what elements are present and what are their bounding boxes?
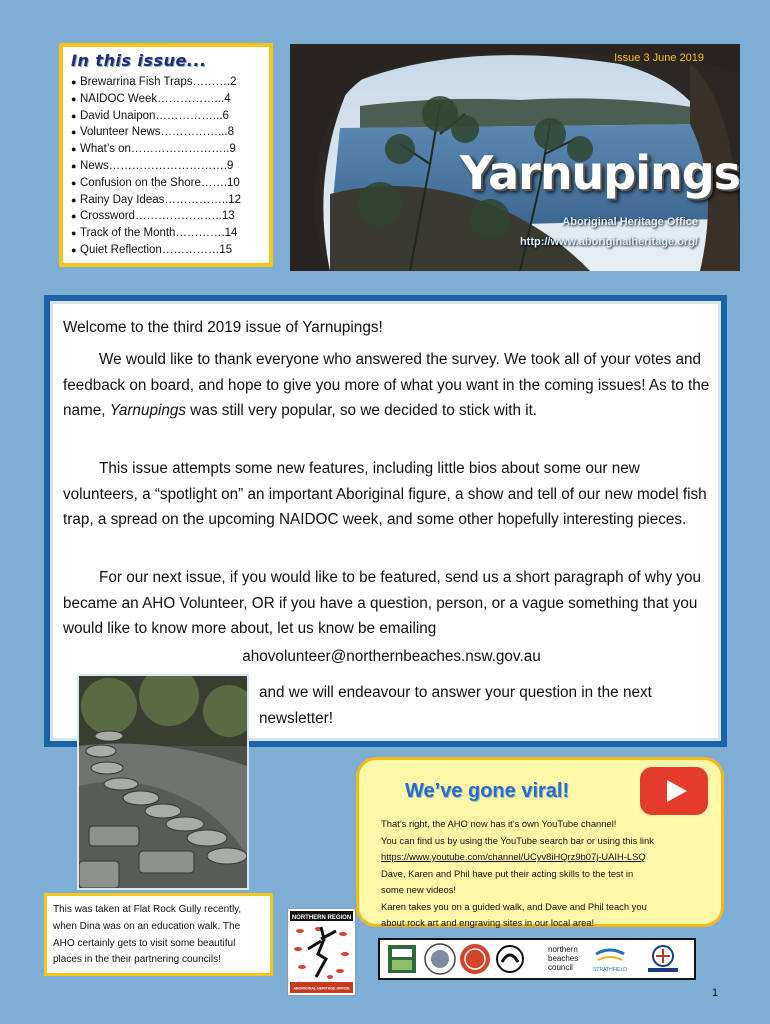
contents-box: [59, 43, 273, 267]
closing-paragraph: and we will endeavour to answer your question in the next newsletter!: [259, 684, 652, 727]
photo-caption: This was taken at Flat Rock Gully recently, when Dina was on an education walk. The AHO certainly gets to visit some beautiful places in the their partnering councils!: [44, 893, 273, 976]
flat-rock-gully-photo: [77, 674, 249, 890]
contents-item[interactable]: ● News………………………….9: [71, 159, 234, 172]
council-logo-1: [388, 945, 416, 973]
viral-line: That’s right, the AHO now has it’s own YouTube channel!: [381, 818, 617, 829]
website-link[interactable]: http://www.aboriginalheritage.org/: [519, 236, 698, 248]
contents-item[interactable]: ● Rainy Day Ideas……………..12: [71, 193, 242, 206]
council-logo-7: [648, 946, 678, 972]
next-issue-paragraph: For our next issue, if you would like to be featured, send us a short paragraph of why you became an AHO Volunteer, OR if you have a question, person, or a vague something that you would like to know more about, let us know be emailing: [63, 569, 702, 637]
contents-title: In this issue...: [71, 51, 207, 70]
newsletter-title: Yarnupings: [460, 146, 740, 200]
issue-label: Issue 3 June 2019: [614, 52, 704, 64]
features-paragraph: This issue attempts some new features, including little bios about some our new volunteers, a “spotlight on” an important Aboriginal figure, a show and tell of our new model fish trap, a spread on the upcoming NAIDOC week, and some other hopefully interesting pieces.: [63, 460, 707, 528]
viral-line: about rock art and engraving sites in our local area!: [381, 917, 595, 928]
viral-callout: [356, 757, 724, 927]
welcome-heading: Welcome to the third 2019 issue of Yarnupings!: [63, 319, 383, 336]
northern-region-logo: [287, 908, 356, 996]
contents-item[interactable]: ● Track of the Month………….14: [71, 227, 238, 240]
council-logo-3: [460, 944, 490, 974]
logo-bottom-text: ABORIGINAL HERITAGE OFFICE: [293, 986, 350, 991]
youtube-play-icon[interactable]: [639, 766, 709, 816]
partner-logos-strip: [378, 938, 696, 980]
strathfield-council-logo: [593, 950, 627, 973]
stepping-stones-image: [79, 676, 247, 888]
page-number: 1: [712, 987, 719, 999]
contents-item[interactable]: ● What’s on……………………..9: [71, 143, 236, 156]
northern-beaches-council-logo: [548, 945, 578, 972]
contents-item[interactable]: ● David Unaipon……………...6: [71, 109, 229, 122]
viral-line: You can find us by using the YouTube search bar or using this link: [381, 834, 654, 846]
youtube-channel-link[interactable]: https://www.youtube.com/channel/UCyv8iHQrz9b07j-UAIH-LSQ: [381, 851, 646, 862]
viral-title: We’ve gone viral!: [405, 780, 570, 802]
svg-text:beaches: beaches: [548, 954, 579, 963]
contact-email[interactable]: ahovolunteer@northernbeaches.nsw.gov.au: [242, 648, 541, 665]
contents-item[interactable]: ● Brewarrina Fish Traps……….2: [71, 76, 237, 88]
contents-list: [71, 74, 263, 259]
viral-line: some new videos!: [381, 884, 457, 895]
office-name: Aboriginal Heritage Office: [562, 216, 698, 228]
svg-text:northern: northern: [548, 945, 578, 954]
svg-text:STRATHFIELD: STRATHFIELD: [593, 967, 627, 973]
council-logo-2: [425, 944, 455, 974]
contents-item[interactable]: ● Volunteer News……………...8: [71, 126, 235, 139]
logo-top-text: NORTHERN REGION: [291, 915, 352, 921]
contents-item[interactable]: ● Crossword…………………..13: [71, 210, 235, 223]
contents-item[interactable]: ● Confusion on the Shore…….10: [71, 176, 240, 189]
council-logo-4: [497, 946, 523, 972]
viral-text: [381, 816, 711, 932]
viral-line: Dave, Karen and Phil have put their acting skills to the test in: [381, 867, 634, 879]
survey-paragraph: We would like to thank everyone who answered the survey. We took all of your votes and feedback on board, and hope to give you more of what you want in the coming issues! As to the name, Yarnupings was still very popular, so we decided to stick with it.: [63, 351, 710, 419]
cover-photo: [290, 44, 740, 271]
viral-line: Karen takes you on a guided walk, and Dave and Phil teach you: [381, 900, 647, 912]
contents-item[interactable]: ● NAIDOC Week……………...4: [71, 92, 231, 105]
contents-item[interactable]: ● Quiet Reflection……………15: [71, 243, 233, 256]
svg-text:council: council: [548, 963, 573, 972]
